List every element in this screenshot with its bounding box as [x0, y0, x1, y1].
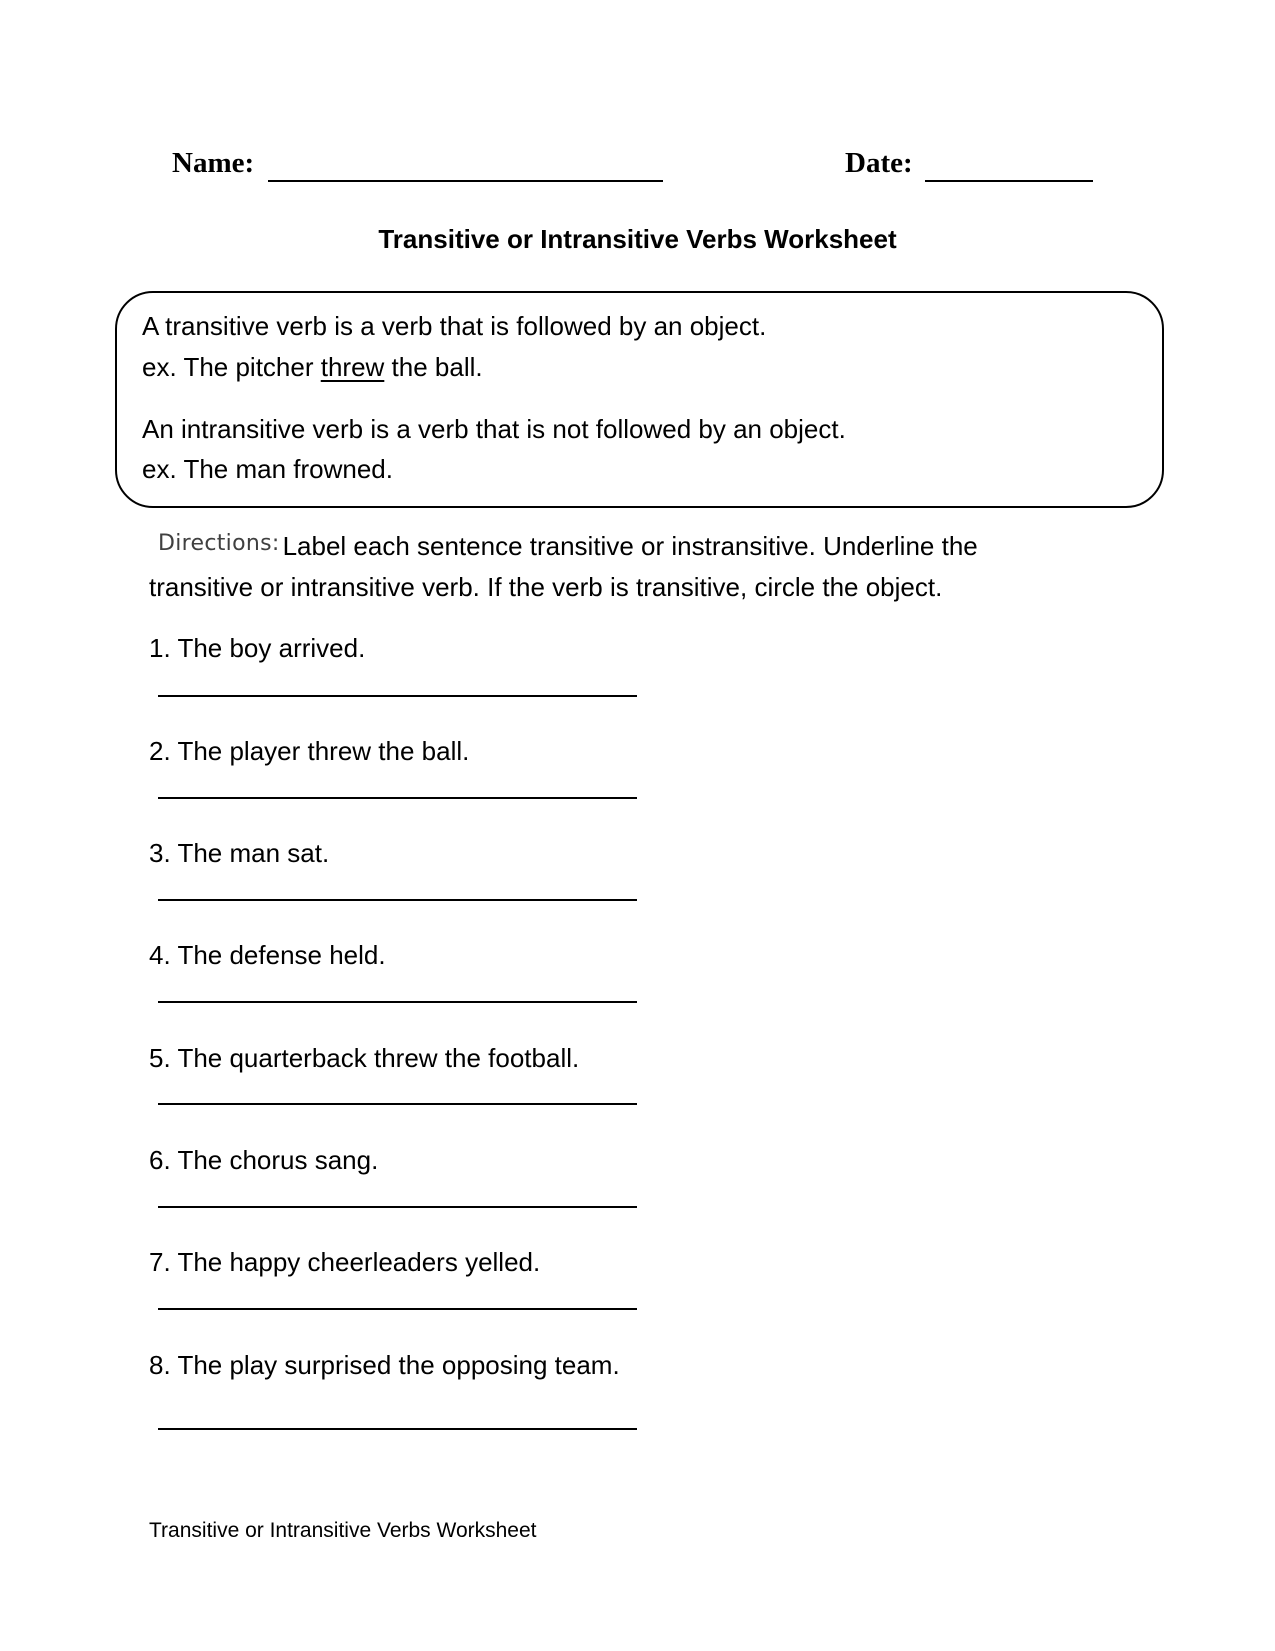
transitive-example-prefix: ex. The pitcher — [142, 352, 321, 382]
intransitive-definition: An intransitive verb is a verb that is not followed by an object. — [142, 414, 846, 444]
directions-line-2: transitive or intransitive verb. If the verb is transitive, circle the object. — [149, 572, 943, 602]
name-blank-line[interactable] — [268, 180, 663, 182]
item-2: 2. The player threw the ball. — [149, 736, 470, 766]
answer-line-7[interactable] — [158, 1308, 637, 1310]
answer-line-3[interactable] — [158, 899, 637, 901]
date-blank-line[interactable] — [925, 180, 1093, 182]
transitive-example-verb: threw — [320, 352, 385, 382]
directions-label: Directions: — [158, 531, 280, 556]
transitive-example — [142, 351, 483, 383]
intransitive-example: ex. The man frowned. — [142, 454, 393, 484]
answer-line-1[interactable] — [158, 695, 637, 697]
answer-line-5[interactable] — [158, 1103, 637, 1105]
answer-line-2[interactable] — [158, 797, 637, 799]
worksheet-title: Transitive or Intransitive Verbs Worksheet — [378, 224, 897, 254]
item-1: 1. The boy arrived. — [149, 633, 366, 663]
transitive-definition: A transitive verb is a verb that is followed by an object. — [142, 311, 767, 341]
date-label: Date: — [845, 147, 913, 179]
answer-line-8[interactable] — [158, 1428, 637, 1430]
item-7: 7. The happy cheerleaders yelled. — [149, 1247, 541, 1277]
answer-line-4[interactable] — [158, 1001, 637, 1003]
item-8: 8. The play surprised the opposing team. — [149, 1350, 620, 1380]
item-3: 3. The man sat. — [149, 838, 330, 868]
answer-line-6[interactable] — [158, 1206, 637, 1208]
page-footer: Transitive or Intransitive Verbs Worksheet — [149, 1519, 537, 1542]
directions-text-1: Label each sentence transitive or instransitive. Underline the — [282, 531, 978, 561]
item-5: 5. The quarterback threw the football. — [149, 1043, 580, 1073]
name-label: Name: — [172, 147, 255, 179]
item-4: 4. The defense held. — [149, 940, 386, 970]
item-6: 6. The chorus sang. — [149, 1145, 379, 1175]
transitive-example-suffix: the ball. — [384, 352, 483, 382]
directions-line-1 — [158, 530, 978, 565]
